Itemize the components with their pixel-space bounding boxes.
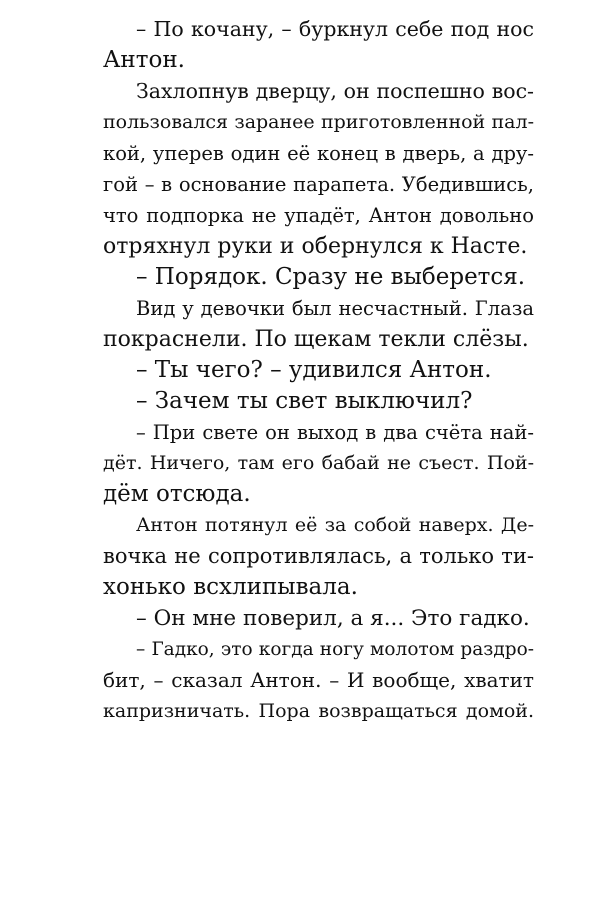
paragraph-10 xyxy=(70,634,534,727)
text-line: бит, – сказал Антон. – И вообще, хватит xyxy=(103,668,534,692)
text-line: пользовался заранее приготовленной пал- xyxy=(103,111,534,133)
text-line: дёт. Ничего, там его бабай не съест. Пой- xyxy=(103,452,534,474)
text-line: хонько всхлипывала. xyxy=(103,574,358,600)
text-line: – Порядок. Сразу не выберется. xyxy=(136,264,526,290)
text-line: отряхнул руки и обернулся к Насте. xyxy=(103,234,528,259)
text-line: – Он мне поверил, а я... Это гадко. xyxy=(136,606,530,631)
text-line: вочка не сопротивлялась, а только ти- xyxy=(103,544,534,568)
text-line: Захлопнув дверцу, он поспешно вос- xyxy=(136,79,534,103)
paragraph-9 xyxy=(70,603,534,634)
text-line: – Гадко, это когда ногу молотом раздро- xyxy=(136,639,534,660)
text-line: – По кочану, – буркнул себе под нос xyxy=(136,17,534,41)
text-line: – Ты чего? – удивился Антон. xyxy=(136,357,492,383)
text-line: что подпорка не упадёт, Антон довольно xyxy=(103,204,534,227)
text-line: гой – в основание парапета. Убедившись, xyxy=(103,173,534,196)
paragraph-4 xyxy=(70,293,534,355)
paragraph-5 xyxy=(70,355,534,386)
paragraph-6 xyxy=(70,386,534,417)
paragraph-1 xyxy=(70,14,534,76)
text-line: Антон. xyxy=(103,47,185,73)
text-line: дём отсюда. xyxy=(103,481,251,507)
text-line: покраснели. По щекам текли слёзы. xyxy=(103,327,529,352)
paragraph-2 xyxy=(70,76,534,262)
paragraph-7 xyxy=(70,417,534,510)
text-line: – При свете он выход в два счёта най- xyxy=(136,421,534,444)
text-line: капризничать. Пора возвращаться домой. xyxy=(103,700,534,722)
text-line: – Зачем ты свет выключил? xyxy=(136,388,473,414)
paragraph-3 xyxy=(70,262,534,293)
paragraph-8 xyxy=(70,510,534,603)
text-line: кой, уперев один её конец в дверь, а дру- xyxy=(103,142,534,165)
text-line: Антон потянул её за собой наверх. Де- xyxy=(136,514,534,536)
text-line: Вид у девочки был несчастный. Глаза xyxy=(136,297,534,320)
